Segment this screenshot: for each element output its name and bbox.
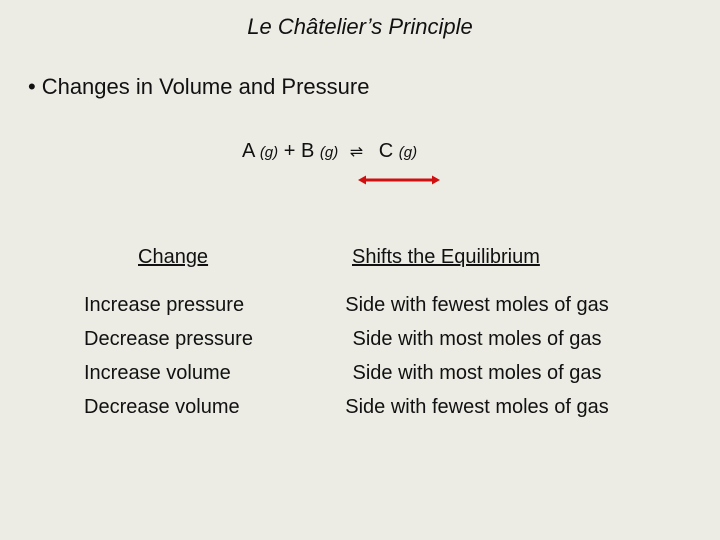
- bullet-text: Changes in Volume and Pressure: [41, 74, 370, 99]
- product-c-state: (g): [398, 144, 418, 161]
- change-item: Decrease pressure: [84, 328, 253, 350]
- shift-item: Side with fewest moles of gas: [345, 396, 609, 418]
- bullet-point: [28, 74, 369, 100]
- shift-item: Side with most moles of gas: [352, 328, 602, 350]
- chemical-equation: [242, 140, 417, 163]
- bullet-marker: •: [28, 74, 36, 99]
- reactant-b: B: [300, 140, 315, 162]
- shift-item: Side with fewest moles of gas: [345, 294, 609, 316]
- change-list: [84, 288, 253, 424]
- change-item: Increase volume: [84, 362, 231, 384]
- reactant-b-state: (g): [319, 144, 339, 161]
- shift-item: Side with most moles of gas: [352, 362, 602, 384]
- equilibrium-arrow-icon: ⇌: [349, 144, 364, 161]
- product-c: C: [378, 140, 394, 162]
- change-item: Increase pressure: [84, 294, 245, 316]
- reactant-a-state: (g): [259, 144, 279, 161]
- shift-column-header: Shifts the Equilibrium: [352, 246, 540, 268]
- shift-list: [332, 288, 622, 424]
- double-headed-arrow-icon: [358, 173, 440, 187]
- slide-title: Le Châtelier’s Principle: [247, 14, 473, 39]
- plus-sign: +: [283, 140, 296, 162]
- change-column-header: Change: [138, 246, 209, 268]
- reactant-a: A: [242, 140, 255, 162]
- change-item: Decrease volume: [84, 396, 240, 418]
